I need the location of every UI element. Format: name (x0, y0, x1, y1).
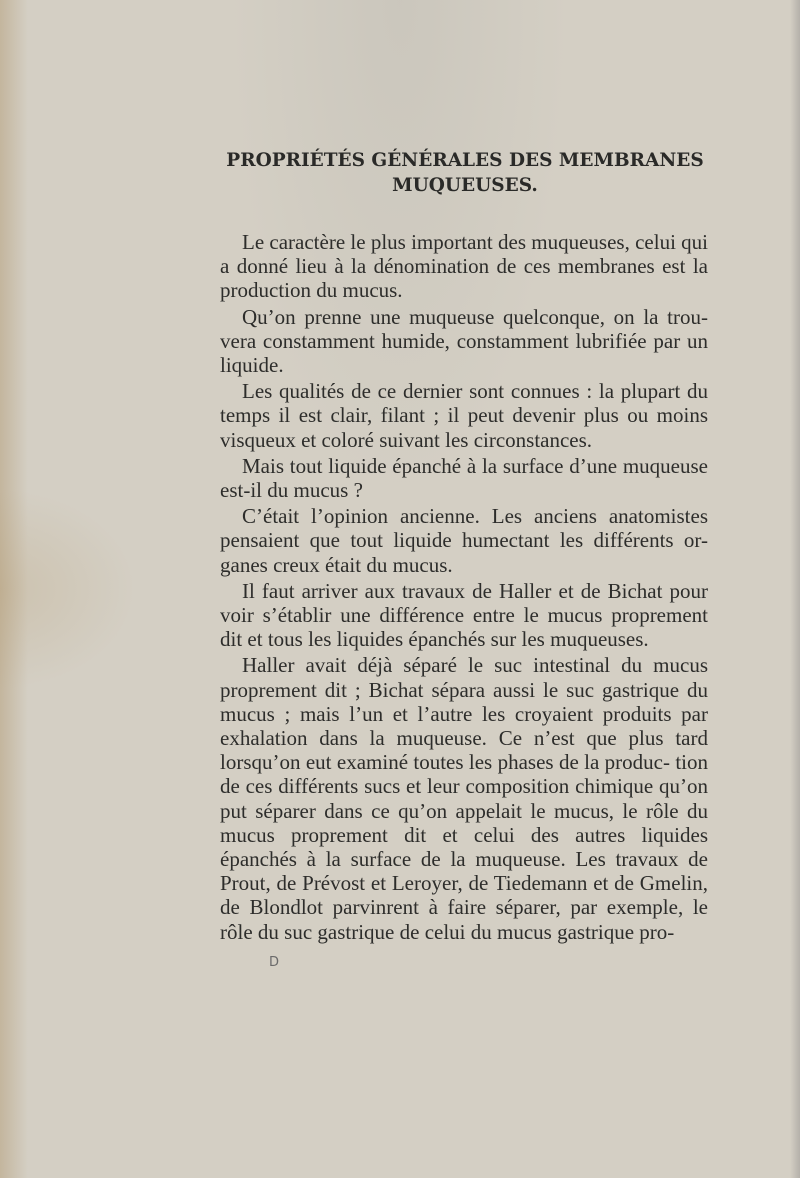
title-line-2: MUQUEUSES. (392, 175, 538, 196)
paragraph-6: Il faut arriver aux travaux de Haller et de Bichat pour voir s’établir une différence entre le mucus proprement dit et tous les liquides épanchés sur les muqueuses. (220, 578, 708, 652)
paragraph-5: C’était l’opinion ancienne. Les anciens anatomistes pensaient que tout liquide humectant les différents or- ganes creux était du mucus. (220, 504, 708, 577)
paper-edge-right (790, 0, 800, 1178)
paragraph-7: Haller avait déjà séparé le suc intestinal du mucus proprement dit ; Bichat sépara aussi le suc gastrique du mucus ; mais l’un et l’autre les croyaient produits par exhalation dans la muqueuse. Ce n’est que plus tard lorsqu’on eut examiné toutes les phases de la produc- tion de ces différents sucs et leur composition chimique qu’on put séparer dans ce qu’on appelait le mucus, le rôle du mucus proprement dit et celui des autres liquides épanchés à la surface de la muqueuse. Les travaux de Prout, de Prévost et Leroyer, de Tiedemann et de Gmelin, de Blondlot parvinrent à faire séparer, par exemple, le rôle du suc gastrique de celui du mucus gastrique pro- (220, 653, 708, 944)
paragraph-2: Qu’on prenne une muqueuse quelconque, on la trou- vera constamment humide, constamment lubrifiée par un liquide. (220, 304, 708, 378)
paragraph-3: Les qualités de ce dernier sont connues : la plupart du temps il est clair, filant ; il peut devenir plus ou moins visqueux et coloré suivant les circonstances. (220, 379, 708, 452)
body-text (220, 230, 708, 946)
footer-mark: D (269, 955, 280, 970)
paper-edge-left (0, 0, 28, 1178)
paragraph-4: Mais tout liquide épanché à la surface d’une muqueuse est-il du mucus ? (220, 453, 708, 503)
title-line-1: PROPRIÉTÉS GÉNÉRALES DES MEMBRANES (226, 150, 704, 171)
page-title (200, 148, 730, 198)
paragraph-1: Le caractère le plus important des muqueuses, celui qui a donné lieu à la dénomination de ces membranes est la production du mucus. (220, 230, 708, 303)
